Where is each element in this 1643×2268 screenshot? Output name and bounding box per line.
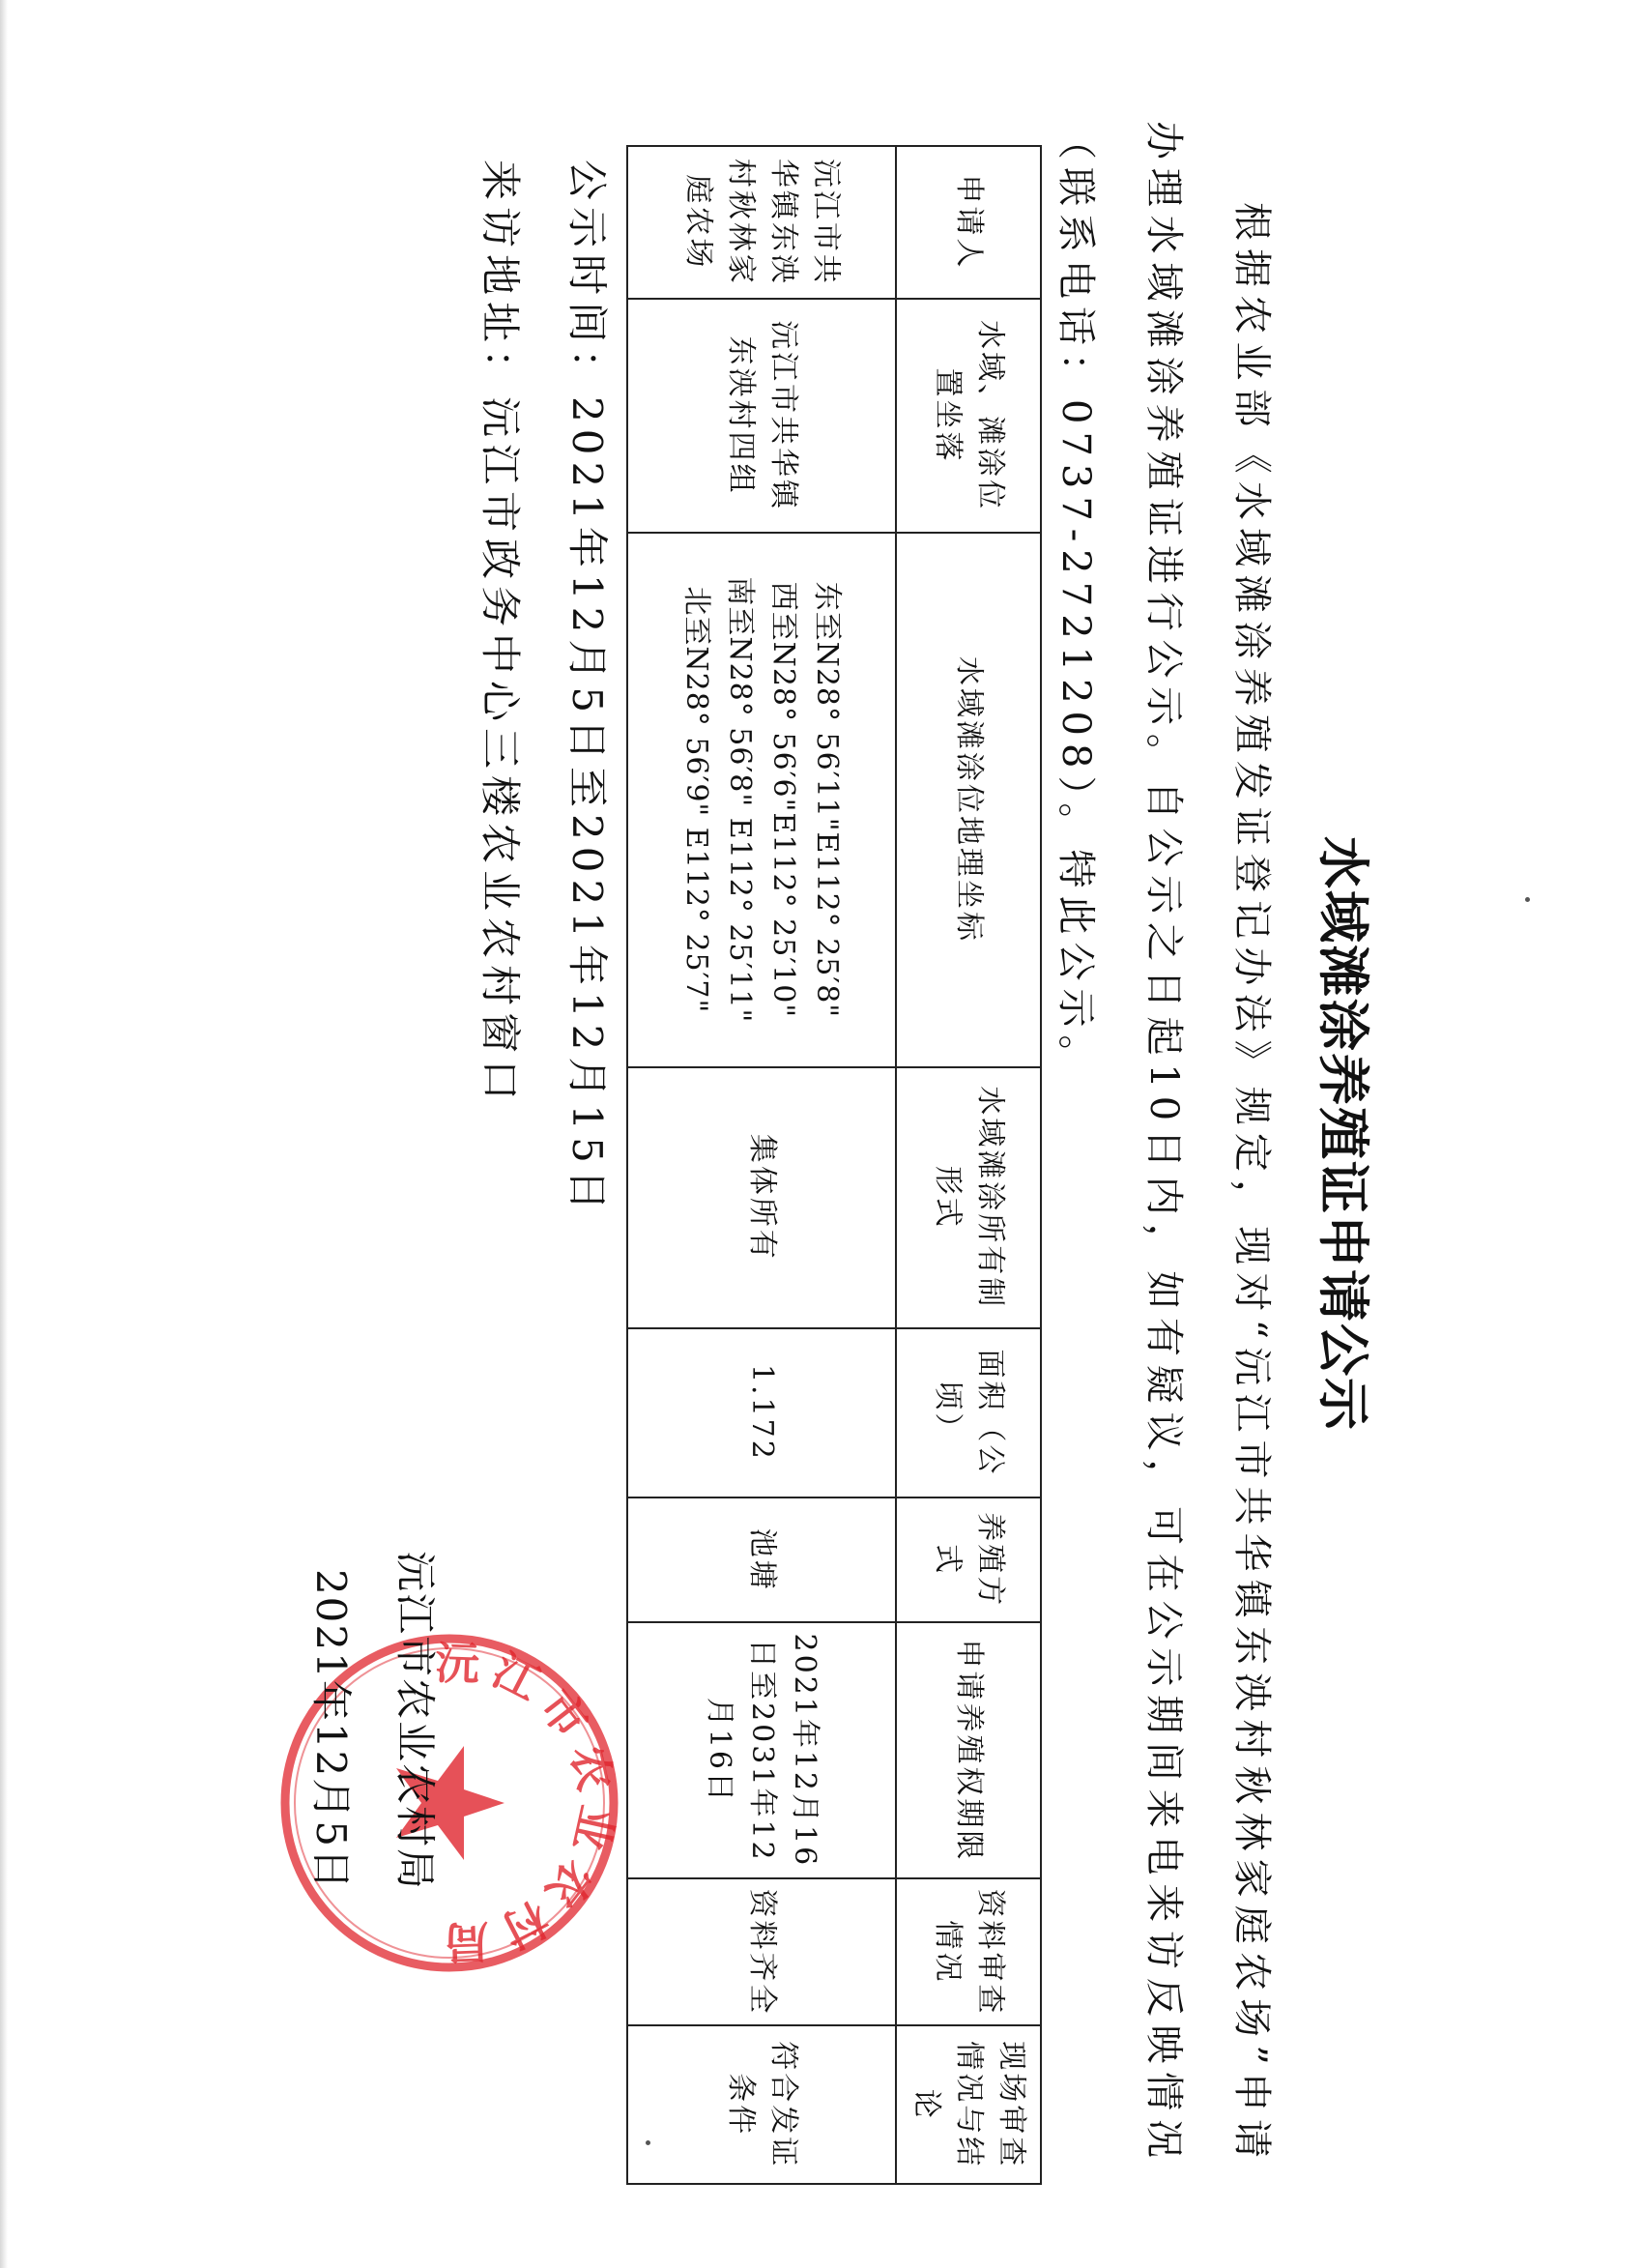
header-period: 申请养殖权期限 — [896, 1622, 1041, 1878]
coordinate-south: 南至N28° 56′8" E112° 25′11" — [723, 576, 757, 1024]
cell-materials: 资料齐全 — [627, 1878, 896, 2025]
header-ownership: 水域滩涂所有制形式 — [896, 1067, 1041, 1329]
header-inspection: 现场审查情况与结论 — [896, 2025, 1041, 2184]
coordinate-west: 西至N28° 56′6"E112° 25′10" — [766, 581, 800, 1019]
header-coordinates: 水域滩涂位地理坐标 — [896, 533, 1041, 1066]
cell-applicant: 沅江市共华镇东泱村秋林家庭农场 — [627, 146, 896, 299]
header-method: 养殖方式 — [896, 1497, 1041, 1623]
coordinate-east: 东至N28° 56′11"E112° 25′8" — [810, 581, 844, 1019]
cell-coordinates — [627, 533, 896, 1066]
svg-text:沅江市农业农村局: 沅江市农业农村局 — [434, 1637, 624, 1969]
header-location: 水域、滩涂位置坐落 — [896, 299, 1041, 533]
header-materials: 资料审查情况 — [896, 1878, 1041, 2025]
cell-method: 池塘 — [627, 1497, 896, 1623]
table-row — [627, 146, 896, 2184]
table-header-row — [896, 146, 1041, 2184]
coordinate-north: 北至N28° 56′9" E112° 25′7" — [679, 586, 713, 1014]
signature-date: 2021年12月5日 — [307, 1568, 355, 1891]
header-applicant: 申请人 — [896, 146, 1041, 299]
publicity-time: 公示时间：2021年12月5日至2021年12月15日 — [563, 160, 611, 1217]
signature-organization: 沅江市农业农村局 — [391, 1550, 439, 1891]
cell-area: 1.172 — [627, 1328, 896, 1497]
notice-paragraph: 根据农业部《水域滩涂养殖发证登记办法》规定，现对“沅江市共华镇东泱村秋林家庭农场”申请办理水域滩涂养殖证进行公示。自公示之日起10日内，如有疑议，可在公示期间来电来访反映情况（联系电话：0737-2721208）。特此公示。 — [1053, 121, 1274, 2166]
header-area: 面积（公顷） — [896, 1328, 1041, 1497]
document-title: 水域滩涂养殖证申请公示 — [1312, 836, 1373, 1432]
cell-location: 沅江市共华镇东泱村四组 — [627, 299, 896, 533]
cell-period: 2021年12月16日至2031年12月16日 — [627, 1622, 896, 1878]
cell-ownership: 集体所有 — [627, 1067, 896, 1329]
cell-inspection: 符合发证条件 — [627, 2025, 896, 2184]
application-table — [626, 145, 1042, 2185]
visit-address: 来访地址：沅江市政务中心三楼农业农村窗口 — [476, 160, 524, 1108]
